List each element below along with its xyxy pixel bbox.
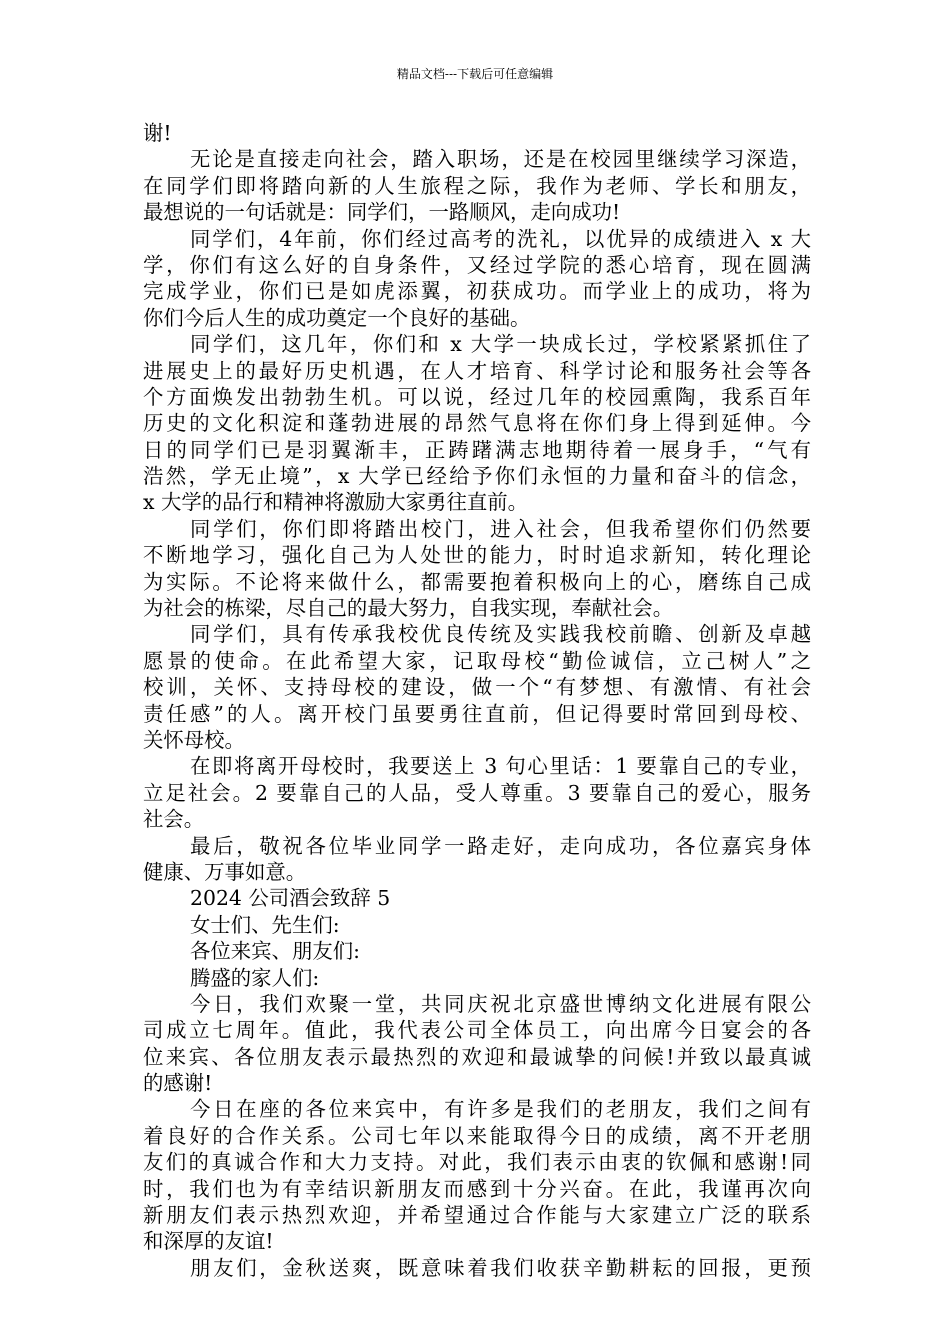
paragraph-first-line: 同学们，4年前，你们经过高考的洗礼，以优异的成绩进入 x 大 — [190, 226, 811, 251]
paragraph-first-line: 同学们，这几年，你们和 x 大学一块成长过，学校紧紧抓住了 — [190, 332, 811, 357]
paragraph-line: 社会。 — [143, 807, 205, 832]
paragraph-line: 进展史上的最好历史机遇，在人才培育、科学讨论和服务社会等各 — [143, 358, 811, 383]
paragraph-first-line: 朋友们，金秋送爽，既意味着我们收获辛勤耕耘的回报，更预 — [190, 1255, 811, 1280]
paragraph-line: 历史的文化积淀和蓬勃进展的昂然气息将在你们身上得到延伸。今 — [143, 411, 811, 436]
paragraph-line: 完成学业，你们已是如虎添翼，初获成功。而学业上的成功，将为 — [143, 279, 811, 304]
paragraph-first-line: 女士们、先生们: — [190, 912, 340, 937]
paragraph-line: 的感谢! — [143, 1071, 213, 1096]
paragraph-line: x 大学的品行和精神将激励大家勇往直前。 — [143, 490, 529, 515]
paragraph-line: 学，你们有这么好的自身条件，又经过学院的悉心培育，现在圆满 — [143, 252, 811, 277]
paragraph-first-line: 最后，敬祝各位毕业同学一路走好，走向成功，各位嘉宾身体 — [190, 833, 811, 858]
paragraph-line: 和深厚的友谊! — [143, 1229, 274, 1254]
paragraph-first-line: 无论是直接走向社会，踏入职场，还是在校园里继续学习深造， — [190, 147, 811, 172]
paragraph-line: 你们今后人生的成功奠定一个良好的基础。 — [143, 305, 531, 330]
paragraph-line: 新朋友们表示热烈欢迎，并希望通过合作能与大家建立广泛的联系 — [143, 1203, 811, 1228]
paragraph-line: 愿景的使命。在此希望大家，记取母校“勤俭诚信，立己树人”之 — [143, 648, 811, 673]
paragraph-line: 浩然，学无止境”，x 大学已经给予你们永恒的力量和奋斗的信念， — [143, 464, 811, 489]
paragraph-line: 为实际。不论将来做什么，都需要抱着积极向上的心，磨练自己成 — [143, 569, 811, 594]
paragraph-first-line: 腾盛的家人们: — [190, 965, 320, 990]
paragraph-line: 在同学们即将踏向新的人生旅程之际，我作为老师、学长和朋友， — [143, 173, 811, 198]
paragraph-first-line: 在即将离开母校时，我要送上 3 句心里话：1 要靠自己的专业， — [190, 754, 811, 779]
paragraph-first-line: 各位来宾、朋友们: — [190, 939, 360, 964]
paragraph-line: 司成立七周年。值此，我代表公司全体员工，向出席今日宴会的各 — [143, 1018, 811, 1043]
paragraph-line: 日的同学们已是羽翼渐丰，正踌躇满志地期待着一展身手，“气有 — [143, 437, 811, 462]
paragraph-line: 关怀母校。 — [143, 727, 245, 752]
paragraph-first-line: 2024 公司酒会致辞 5 — [190, 886, 391, 911]
paragraph-line: 为社会的栋梁，尽自己的最大努力，自我实现，奉献社会。 — [143, 596, 674, 621]
paragraph-line: 友们的真诚合作和大力支持。对此，我们表示由衷的钦佩和感谢!同 — [143, 1150, 811, 1175]
paragraph-line: 最想说的一句话就是：同学们，一路顺风，走向成功! — [143, 200, 621, 225]
paragraph-line: 位来宾、各位朋友表示最热烈的欢迎和最诚挚的问候!并致以最真诚 — [143, 1044, 811, 1069]
paragraph-line: 责任感”的人。离开校门虽要勇往直前，但记得要时常回到母校、 — [143, 701, 811, 726]
paragraph-line: 立足社会。2 要靠自己的人品，受人尊重。3 要靠自己的爱心，服务 — [143, 780, 811, 805]
page-header: 精品文档---下载后可任意编辑 — [396, 67, 554, 81]
paragraph-first-line: 同学们，具有传承我校优良传统及实践我校前瞻、创新及卓越 — [190, 622, 811, 647]
paragraph-first-line: 今日，我们欢聚一堂，共同庆祝北京盛世博纳文化进展有限公 — [190, 991, 811, 1016]
paragraph-line: 着良好的合作关系。公司七年以来能取得今日的成绩，离不开老朋 — [143, 1123, 811, 1148]
document-body — [143, 120, 811, 1281]
paragraph-line: 时，我们也为有幸结识新朋友而感到十分兴奋。在此，我谨再次向 — [143, 1176, 811, 1201]
paragraph-line: 个方面焕发出勃勃生机。可以说，经过几年的校园熏陶，我系百年 — [143, 384, 811, 409]
paragraph-line: 校训，关怀、支持母校的建设，做一个“有梦想、有激情、有社会 — [143, 675, 811, 700]
paragraph-first-line: 同学们，你们即将踏出校门，进入社会，但我希望你们仍然要 — [190, 516, 811, 541]
paragraph-first-line: 今日在座的各位来宾中，有许多是我们的老朋友，我们之间有 — [190, 1097, 811, 1122]
paragraph-line: 健康、万事如意。 — [143, 859, 307, 884]
paragraph-line: 不断地学习，强化自己为人处世的能力，时时追求新知，转化理论 — [143, 543, 811, 568]
paragraph-line: 谢! — [143, 121, 172, 145]
